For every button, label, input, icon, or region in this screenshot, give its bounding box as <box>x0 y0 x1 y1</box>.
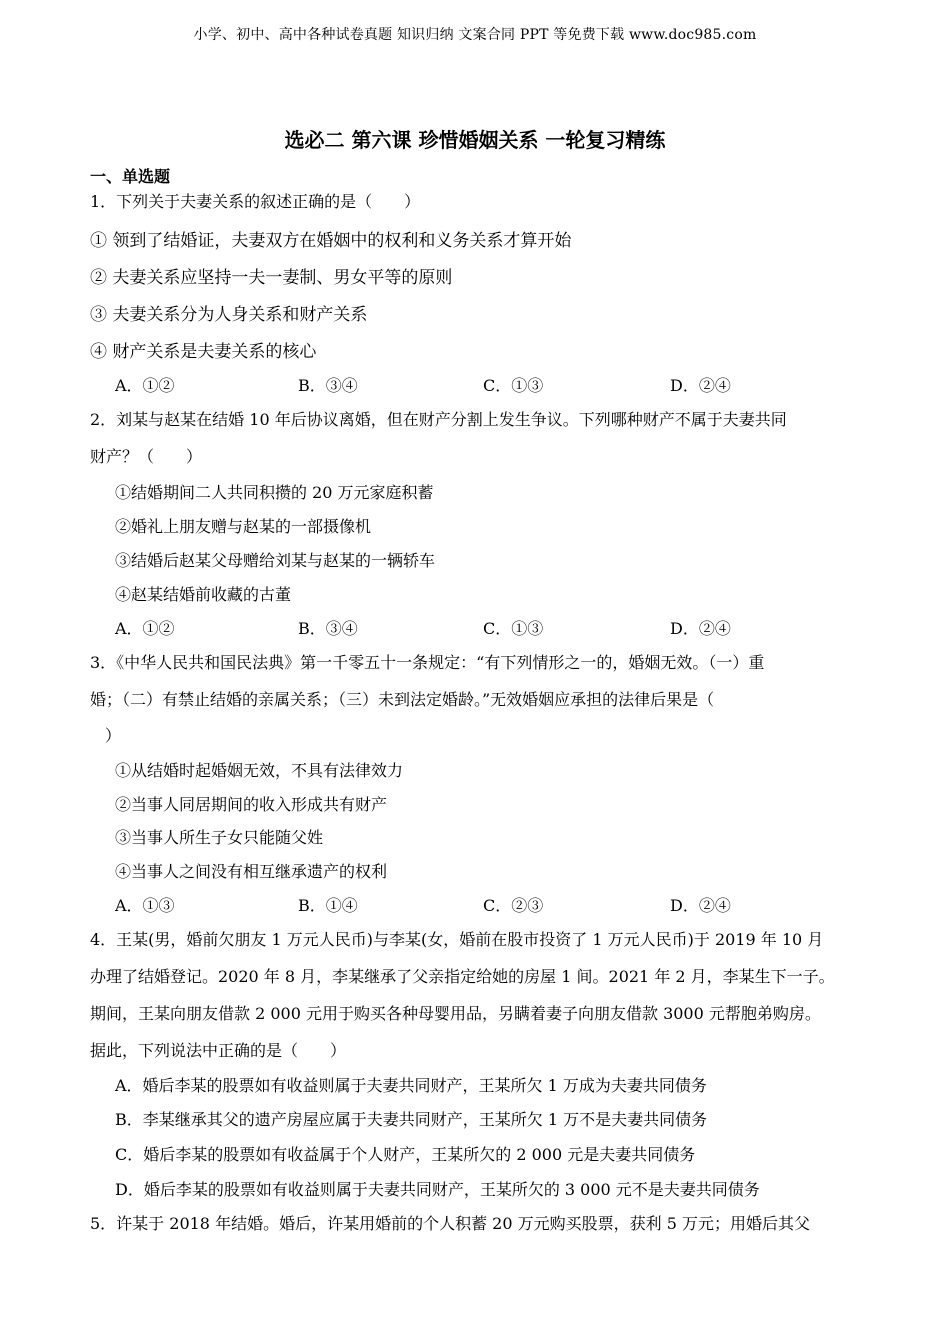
q2-stem-line-2: 财产？（ ） <box>90 447 203 466</box>
q2-option-d[interactable]: D．②④ <box>670 619 731 638</box>
q1-item-4: ④ 财产关系是夫妻关系的核心 <box>90 342 317 362</box>
q3-option-d[interactable]: D．②④ <box>670 896 731 915</box>
q2-option-c[interactable]: C．①③ <box>483 619 544 638</box>
q3-item-1: ①从结婚时起婚姻无效，不具有法律效力 <box>115 761 404 780</box>
q1-item-1: ① 领到了结婚证，夫妻双方在婚姻中的权利和义务关系才算开始 <box>90 231 572 251</box>
q4-stem-line-4: 据此，下列说法中正确的是（ ） <box>90 1041 347 1060</box>
q2-option-b[interactable]: B．③④ <box>298 619 358 638</box>
q2-item-3: ③结婚后赵某父母赠给刘某与赵某的一辆轿车 <box>115 551 436 570</box>
q3-item-3: ③当事人所生子女只能随父姓 <box>115 828 324 847</box>
q4-option-b[interactable]: B．李某继承其父的遗产房屋应属于夫妻共同财产，王某所欠 1 万不是夫妻共同债务 <box>115 1110 708 1129</box>
q2-option-a[interactable]: A．①② <box>115 619 175 638</box>
q1-item-3: ③ 夫妻关系分为人身关系和财产关系 <box>90 305 368 325</box>
section-heading: 一、单选题 <box>90 167 171 186</box>
q3-stem-line-3: ） <box>105 726 122 745</box>
q4-stem-line-1: 4．王某(男，婚前欠朋友 1 万元人民币)与李某(女，婚前在股市投资了 1 万元人民币)于 2019 年 10 月 <box>90 930 824 949</box>
q4-option-a[interactable]: A．婚后李某的股票如有收益则属于夫妻共同财产，王某所欠 1 万成为夫妻共同债务 <box>115 1076 707 1095</box>
q3-item-2: ②当事人同居期间的收入形成共有财产 <box>115 795 388 814</box>
q3-option-b[interactable]: B．①④ <box>298 896 358 915</box>
q2-item-4: ④赵某结婚前收藏的古董 <box>115 585 292 604</box>
q3-option-a[interactable]: A．①③ <box>115 896 175 915</box>
q1-option-b[interactable]: B．③④ <box>298 376 358 395</box>
q4-stem-line-2: 办理了结婚登记。2020 年 8 月，李某继承了父亲指定给她的房屋 1 间。2021 年 2 月，李某生下一子。 <box>90 967 835 986</box>
q2-item-2: ②婚礼上朋友赠与赵某的一部摄像机 <box>115 517 372 536</box>
q3-stem-line-2: 婚；（二）有禁止结婚的亲属关系；（三）未到法定婚龄。”无效婚姻应承担的法律后果是（ <box>90 690 715 709</box>
q1-option-c[interactable]: C．①③ <box>483 376 544 395</box>
q5-stem: 5．许某于 2018 年结婚。婚后，许某用婚前的个人积蓄 20 万元购买股票，获利 5 万元；用婚后其父 <box>90 1214 810 1233</box>
q1-item-2: ② 夫妻关系应坚持一夫一妻制、男女平等的原则 <box>90 268 453 288</box>
q1-stem: 1．下列关于夫妻关系的叙述正确的是（ ） <box>90 192 421 211</box>
q2-item-1: ①结婚期间二人共同积攒的 20 万元家庭积蓄 <box>115 483 434 502</box>
q3-stem-line-1: 3．《中华人民共和国民法典》第一千零五十一条规定：“有下列情形之一的，婚姻无效。（一）重 <box>90 653 765 672</box>
page-title: 选必二 第六课 珍惜婚姻关系 一轮复习精练 <box>284 128 666 152</box>
q4-option-c[interactable]: C．婚后李某的股票如有收益属于个人财产，王某所欠的 2 000 元是夫妻共同债务 <box>115 1145 696 1164</box>
q1-option-d[interactable]: D．②④ <box>670 376 731 395</box>
q2-stem-line-1: 2．刘某与赵某在结婚 10 年后协议离婚，但在财产分割上发生争议。下列哪种财产不属于夫妻共同 <box>90 410 787 429</box>
q3-option-c[interactable]: C．②③ <box>483 896 544 915</box>
page-header: 小学、初中、高中各种试卷真题 知识归纳 文案合同 PPT 等免费下载 www.doc985.com <box>193 27 757 43</box>
q4-option-d[interactable]: D．婚后李某的股票如有收益则属于夫妻共同财产，王某所欠的 3 000 元不是夫妻共同债务 <box>115 1180 760 1199</box>
q3-item-4: ④当事人之间没有相互继承遗产的权利 <box>115 862 388 881</box>
q1-option-a[interactable]: A．①② <box>115 376 175 395</box>
q4-stem-line-3: 期间，王某向朋友借款 2 000 元用于购买各种母婴用品，另瞒着妻子向朋友借款 3000 元帮胞弟购房。 <box>90 1004 821 1023</box>
